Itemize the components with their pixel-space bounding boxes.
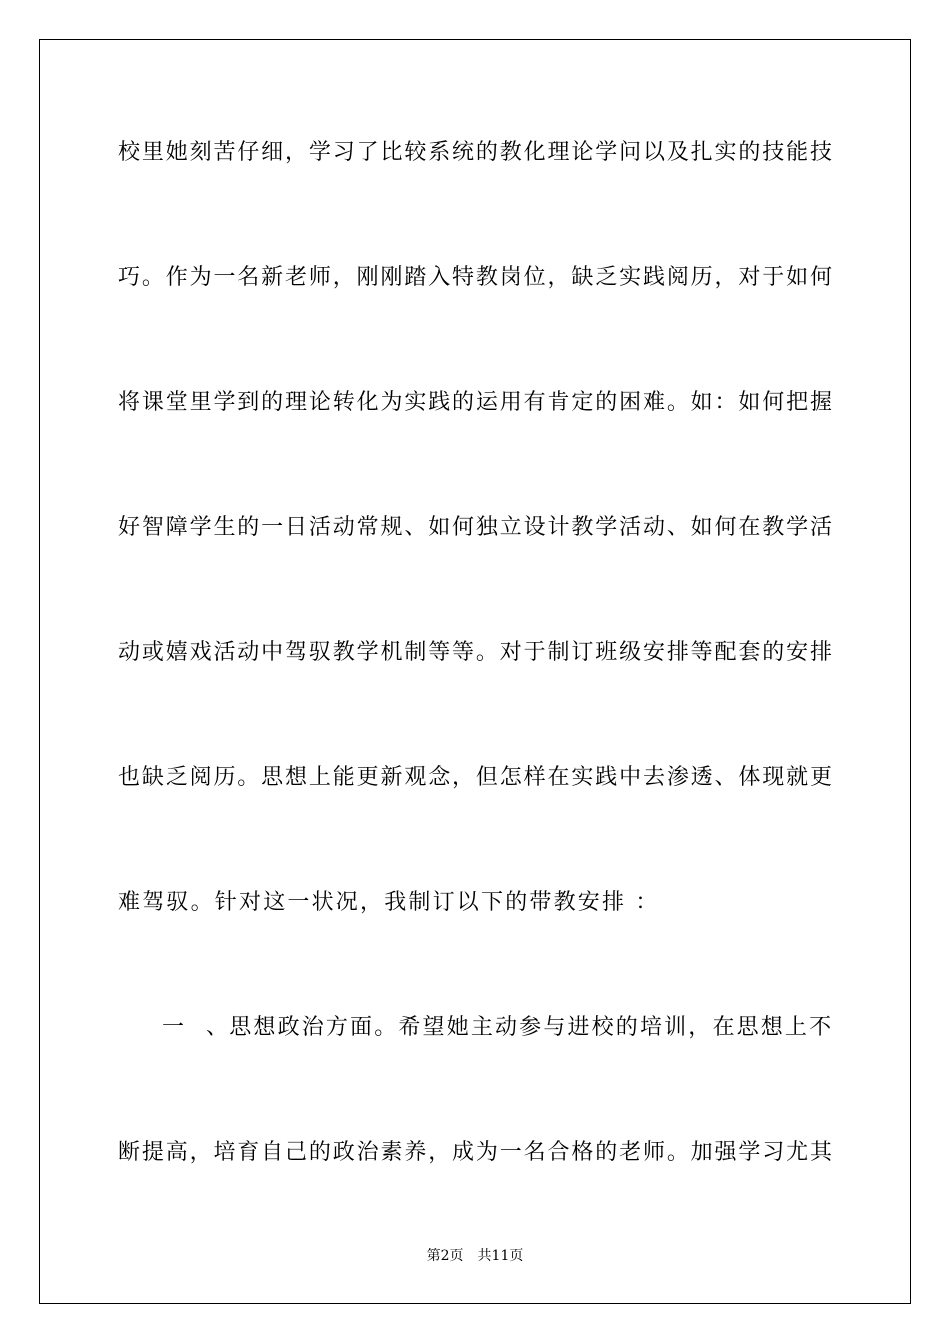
text-line-1: 校里她刻苦仔细，学习了比较系统的教化理论学问以及扎实的技能技 — [118, 140, 832, 165]
text-line-7: 难驾驭。针对这一状况，我制订以下的带教安排 ： — [118, 890, 660, 915]
section-1-heading-line — [118, 1014, 832, 1042]
page-footer — [0, 1247, 950, 1265]
text-line-3: 将课堂里学到的理论转化为实践的运用有肯定的困难。如：如何把握 — [118, 390, 832, 415]
text-line-2: 巧。作为一名新老师，刚刚踏入特教岗位，缺乏实践阅历，对于如何 — [118, 265, 832, 290]
page-border — [39, 39, 911, 1304]
text-line-4: 好智障学生的一日活动常规、如何独立设计教学活动、如何在教学活 — [118, 515, 832, 540]
section-1-line-2: 断提高，培育自己的政治素养，成为一名合格的老师。加强学习尤其 — [118, 1140, 832, 1165]
section-1-enum: 一、 — [162, 1015, 228, 1040]
text-line-6: 也缺乏阅历。思想上能更新观念，但怎样在实践中去渗透、体现就更 — [118, 765, 832, 790]
page-number-current: 第2页 — [426, 1248, 464, 1264]
section-1-line-1: 思想政治方面。希望她主动参与进校的培训，在思想上不 — [228, 1015, 832, 1040]
text-line-5: 动或嬉戏活动中驾驭教学机制等等。对于制订班级安排等配套的安排 — [118, 640, 832, 665]
page-number-total: 共11页 — [477, 1248, 524, 1264]
